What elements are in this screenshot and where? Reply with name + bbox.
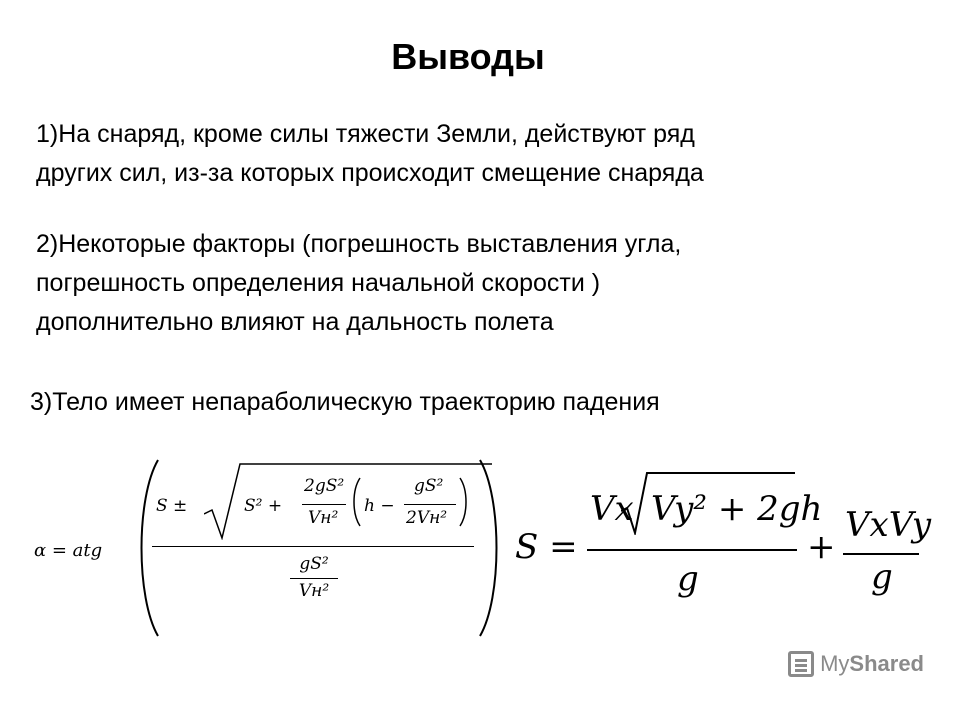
watermark-text	[820, 651, 924, 677]
alpha-s-pm: S ±	[156, 496, 188, 516]
s-g1: g	[677, 559, 699, 599]
slide-title: Выводы	[391, 36, 545, 77]
watermark-my: My	[820, 651, 850, 676]
watermark-shared: Shared	[849, 651, 924, 676]
alpha-den-vn2: Vн²	[298, 581, 330, 601]
inner-left-paren-icon	[350, 476, 362, 528]
s-plus: +	[807, 527, 836, 567]
inner-right-paren-icon	[458, 476, 470, 528]
conclusion-1	[36, 115, 704, 193]
conclusion-2-line-2: погрешность определения начальной скорости )	[36, 269, 601, 297]
s-lhs: S =	[515, 527, 578, 567]
conclusion-2-line-3: дополнительно влияют на дальность полета	[36, 308, 554, 336]
mysharedlogo-icon	[788, 651, 814, 677]
s-vxvy: VxVy	[845, 505, 932, 545]
conclusion-3	[30, 383, 660, 422]
conclusion-2	[36, 225, 681, 342]
alpha-h-minus: h −	[364, 496, 395, 516]
alpha-lhs: α = atg	[34, 540, 103, 561]
alpha-fraction-bar	[152, 546, 474, 547]
alpha-2vn2: 2Vн²	[406, 508, 448, 528]
alpha-gs2b: gS²	[414, 476, 444, 496]
s-vy2-2gh: Vy² + 2gh	[651, 489, 823, 529]
s-fraction-bar-2	[843, 553, 919, 555]
range-formula	[515, 465, 935, 605]
alpha-numerator	[156, 458, 476, 538]
alpha-den-gs2: gS²	[299, 554, 329, 574]
conclusion-1-line-2: других сил, из-за которых происходит смещение снаряда	[36, 159, 704, 187]
alpha-2gs2: 2gS²	[304, 476, 345, 496]
myshared-watermark	[788, 651, 924, 677]
conclusion-1-line-1: 1)На снаряд, кроме силы тяжести Земли, действуют ряд	[36, 120, 695, 148]
alpha-s2-plus: S² +	[244, 496, 283, 516]
s-fraction-bar-1	[587, 549, 797, 551]
s-g2: g	[871, 557, 893, 597]
alpha-vn2: Vн²	[308, 508, 339, 528]
alpha-denominator	[284, 554, 344, 634]
conclusion-3-line-1: 3)Тело имеет непараболическую траекторию падения	[30, 388, 660, 416]
conclusion-2-line-1: 2)Некоторые факторы (погрешность выставления угла,	[36, 230, 682, 258]
alpha-formula	[34, 458, 504, 638]
s-vx: Vx	[590, 489, 634, 529]
